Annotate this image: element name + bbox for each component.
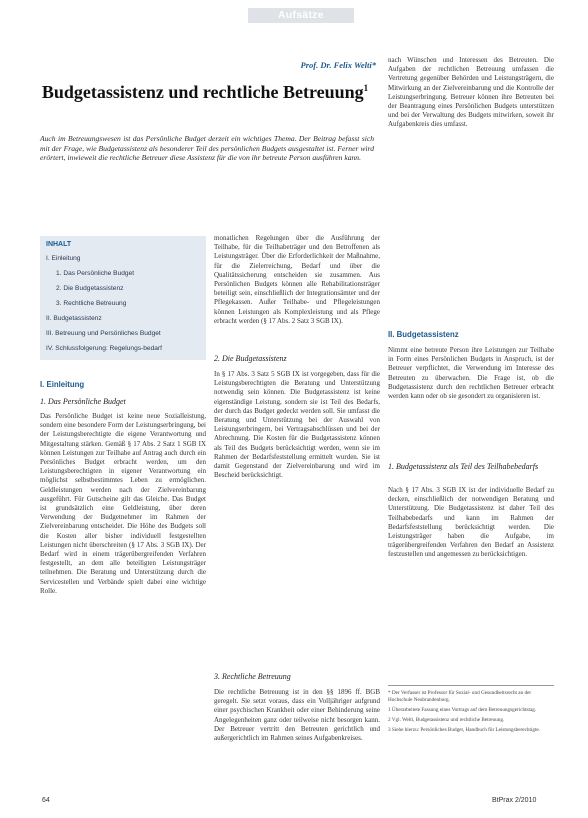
toc-item: II. Budgetassistenz (46, 315, 102, 322)
toc-item: IV. Schlussfolgerung: Regelungs-bedarf (46, 345, 162, 352)
body-text-middle: In § 17 Abs. 3 Satz 5 SGB IX ist vorgegeben, dass für die Leistungsberechtigten die Beratung und Unterstützung notwendig sein können. Die Budgetassistenz ist keine eigenständige Leistung, sondern sie ist Teil des Bedarfs, der durch das Budget gedeckt werden soll. Sie umfasst die Beratung und Unterstützung bei der Auswahl von Leistungserbringern, bei Vertragsabschlüssen und bei der Abrechnung. Die Kosten für die Budgetassistenz können als Teil des Budgets berücksichtigt werden, wenn sie im Rahmen der Bedarfsfeststellung ermittelt wurden. Sie ist damit Gegenstand der Zielvereinbarung und wird im Bescheid berücksichtigt. (214, 370, 380, 480)
body-text-right-middle: Nimmt eine betreute Person ihre Leistungen zur Teilhabe in Form eines Persönlichen Budgets in Anspruch, ist der Betreuer verpflichtet, die Verwendung im Interesse des Betreuten zu überwachen. Die Frage ist, ob die Budgetassistenz durch den rechtlichen Betreuer erbracht werden kann oder ob sie gesondert zu organisieren ist. (388, 346, 554, 401)
heading-einleitung: I. Einleitung (40, 380, 85, 389)
section-label: Aufsätze (248, 8, 354, 23)
heading-budgetassistenz: II. Budgetassistenz (388, 330, 459, 339)
page-number: 64 (42, 797, 50, 804)
footnote: * Der Verfasser ist Professor für Sozial- und Gesundheitsrecht an der Hochschule Neubrandenburg. (388, 690, 532, 703)
footnote: 2 Vgl. Welti, Budgetassistenz und rechtliche Betreuung. (388, 717, 505, 723)
author-line: Prof. Dr. Felix Welti* (300, 60, 376, 70)
toc-item: III. Betreuung und Persönliches Budget (46, 330, 161, 337)
table-of-contents (40, 236, 206, 360)
abstract: Auch im Betreuungswesen ist das Persönliche Budget derzeit ein wichtiges Thema. Der Beitrag befasst sich mit der Frage, wie Budgetassistenz als besonderer Teil des persönlichen Budgets ausgestaltet ist. Ferner wird erörtert, inwieweit die rechtliche Betreuer diese Assistenz für die von ihr betreute Person ausführen kann. (40, 134, 374, 163)
title-text: Budgetassistenz und rechtliche Betreuung (41, 82, 364, 102)
body-text-right-bottom: Nach § 17 Abs. 3 SGB IX ist der individuelle Bedarf zu decken, einschließlich der notwendigen Beratung und Unterstützung. Die Budgetassistenz ist daher Teil des Teilhabebedarfs und kann im Rahmen der Bedarfsfeststellung berücksichtigt werden. Die Leistungsträger haben die Aufgabe, im trägerübergreifenden Verfahren den Bedarf an Assistenz festzustellen und angemessen zu berücksichtigen. (388, 486, 554, 559)
article-title (40, 78, 370, 103)
body-text-middle-top: monatlichen Regelungen über die Ausführung der Teilhabe, für die Teilhabeträger und den Betroffenen als Leistungsträger. Über die Erforderlichkeit der Maßnahme, für die Zielerreichung, Bedarf und über die Qualitätssicherung entscheiden sie zusammen. Aus Persönlichen Budgets können alle Rehabilitationsträger beteiligt sein, einschließlich der Integrationsämter und der Pflegekassen. Außer Teilhabe- und Pflegeleistungen können Leistungen als Komplexleistung und als Pflege erbracht werden (§ 17 Abs. 2 Satz 3 SGB IX). (214, 234, 380, 325)
toc-item: 3. Rechtliche Betreuung (56, 300, 127, 307)
toc-item: 2. Die Budgetassistenz (56, 285, 124, 292)
body-text-left: Das Persönliche Budget ist keine neue Sozialleistung, sondern eine besondere Form der Leistungserbringung, bei der Leistungsberechtigte die eigene Verantwortung und Mitgestaltung stärken. Gemäß § 17 Abs. 2 Satz 1 SGB IX können Leistungen zur Teilhabe auf Antrag auch durch ein Persönliches Budget erbracht werden, um den Leistungsberechtigten in eigener Verantwortung ein möglichst selbstbestimmtes Leben zu ermöglichen. Geldleistungen werden nach der Zielvereinbarung ausgeführt. Für Gutscheine gilt das Gleiche. Das Budget ist grundsätzlich eine Geldleistung, über deren Verwendung der Budgetnehmer im Rahmen der Zielvereinbarung entscheidet. Die Höhe des Budgets soll die Kosten aller bisher individuell festgestellten Leistungen nicht überschreiten (§ 17 Abs. 3 SGB IX). Der Bedarf wird in einem trägerübergreifenden Verfahren festgestellt, an dem alle beteiligten Leistungsträger teilnehmen. Die Beratung und Unterstützung durch die Servicestellen und Verbände spielt dabei eine wichtige Rolle. (40, 412, 206, 595)
title-footnote-mark: 1 (363, 83, 369, 93)
toc-item: I. Einleitung (46, 255, 81, 262)
footnotes (388, 685, 554, 737)
subheading-budgetassistenz: 2. Die Budgetassistenz (214, 354, 287, 363)
toc-item: 1. Das Persönliche Budget (56, 270, 135, 277)
body-text-right-top: nach Wünschen und Interessen des Betreuten. Die Aufgaben der rechtlichen Betreuung umfassen die Vertretung gegenüber Behörden und Leistungsträgern, die Mitwirkung an der Zielvereinbarung und die Kontrolle der Leistungserbringung. Betreuer können ihre Betreuten bei der Beantragung eines Persönlichen Budgets unterstützen und bei der Verwaltung des Budgets mitwirken, soweit ihr Aufgabenkreis dies umfasst. (388, 56, 554, 129)
footnote: 3 Siehe hierzu: Persönliches Budget, Handbuch für Leistungsberechtigte. (388, 727, 540, 733)
footnote: 1 Überarbeitete Fassung eines Vortrags auf dem Betreuungsgerichtstag. (388, 707, 537, 713)
toc-heading: INHALT (46, 241, 72, 248)
subheading-betreuung: 3. Rechtliche Betreuung (214, 672, 291, 681)
subheading-bedarf: 1. Budgetassistenz als Teil des Teilhabebedarfs (388, 462, 539, 471)
subheading-budget: 1. Das Persönliche Budget (40, 397, 126, 406)
body-text-middle-bottom: Die rechtliche Betreuung ist in den §§ 1896 ff. BGB geregelt. Sie setzt voraus, dass ein Volljähriger aufgrund einer psychischen Krankheit oder einer Behinderung seine Angelegenheiten ganz oder teilweise nicht besorgen kann. Der Betreuer vertritt den Betreuten gerichtlich und außergerichtlich im Rahmen seines Aufgabenkreises. (214, 688, 380, 743)
journal-issue: BtPrax 2/2010 (492, 797, 537, 804)
